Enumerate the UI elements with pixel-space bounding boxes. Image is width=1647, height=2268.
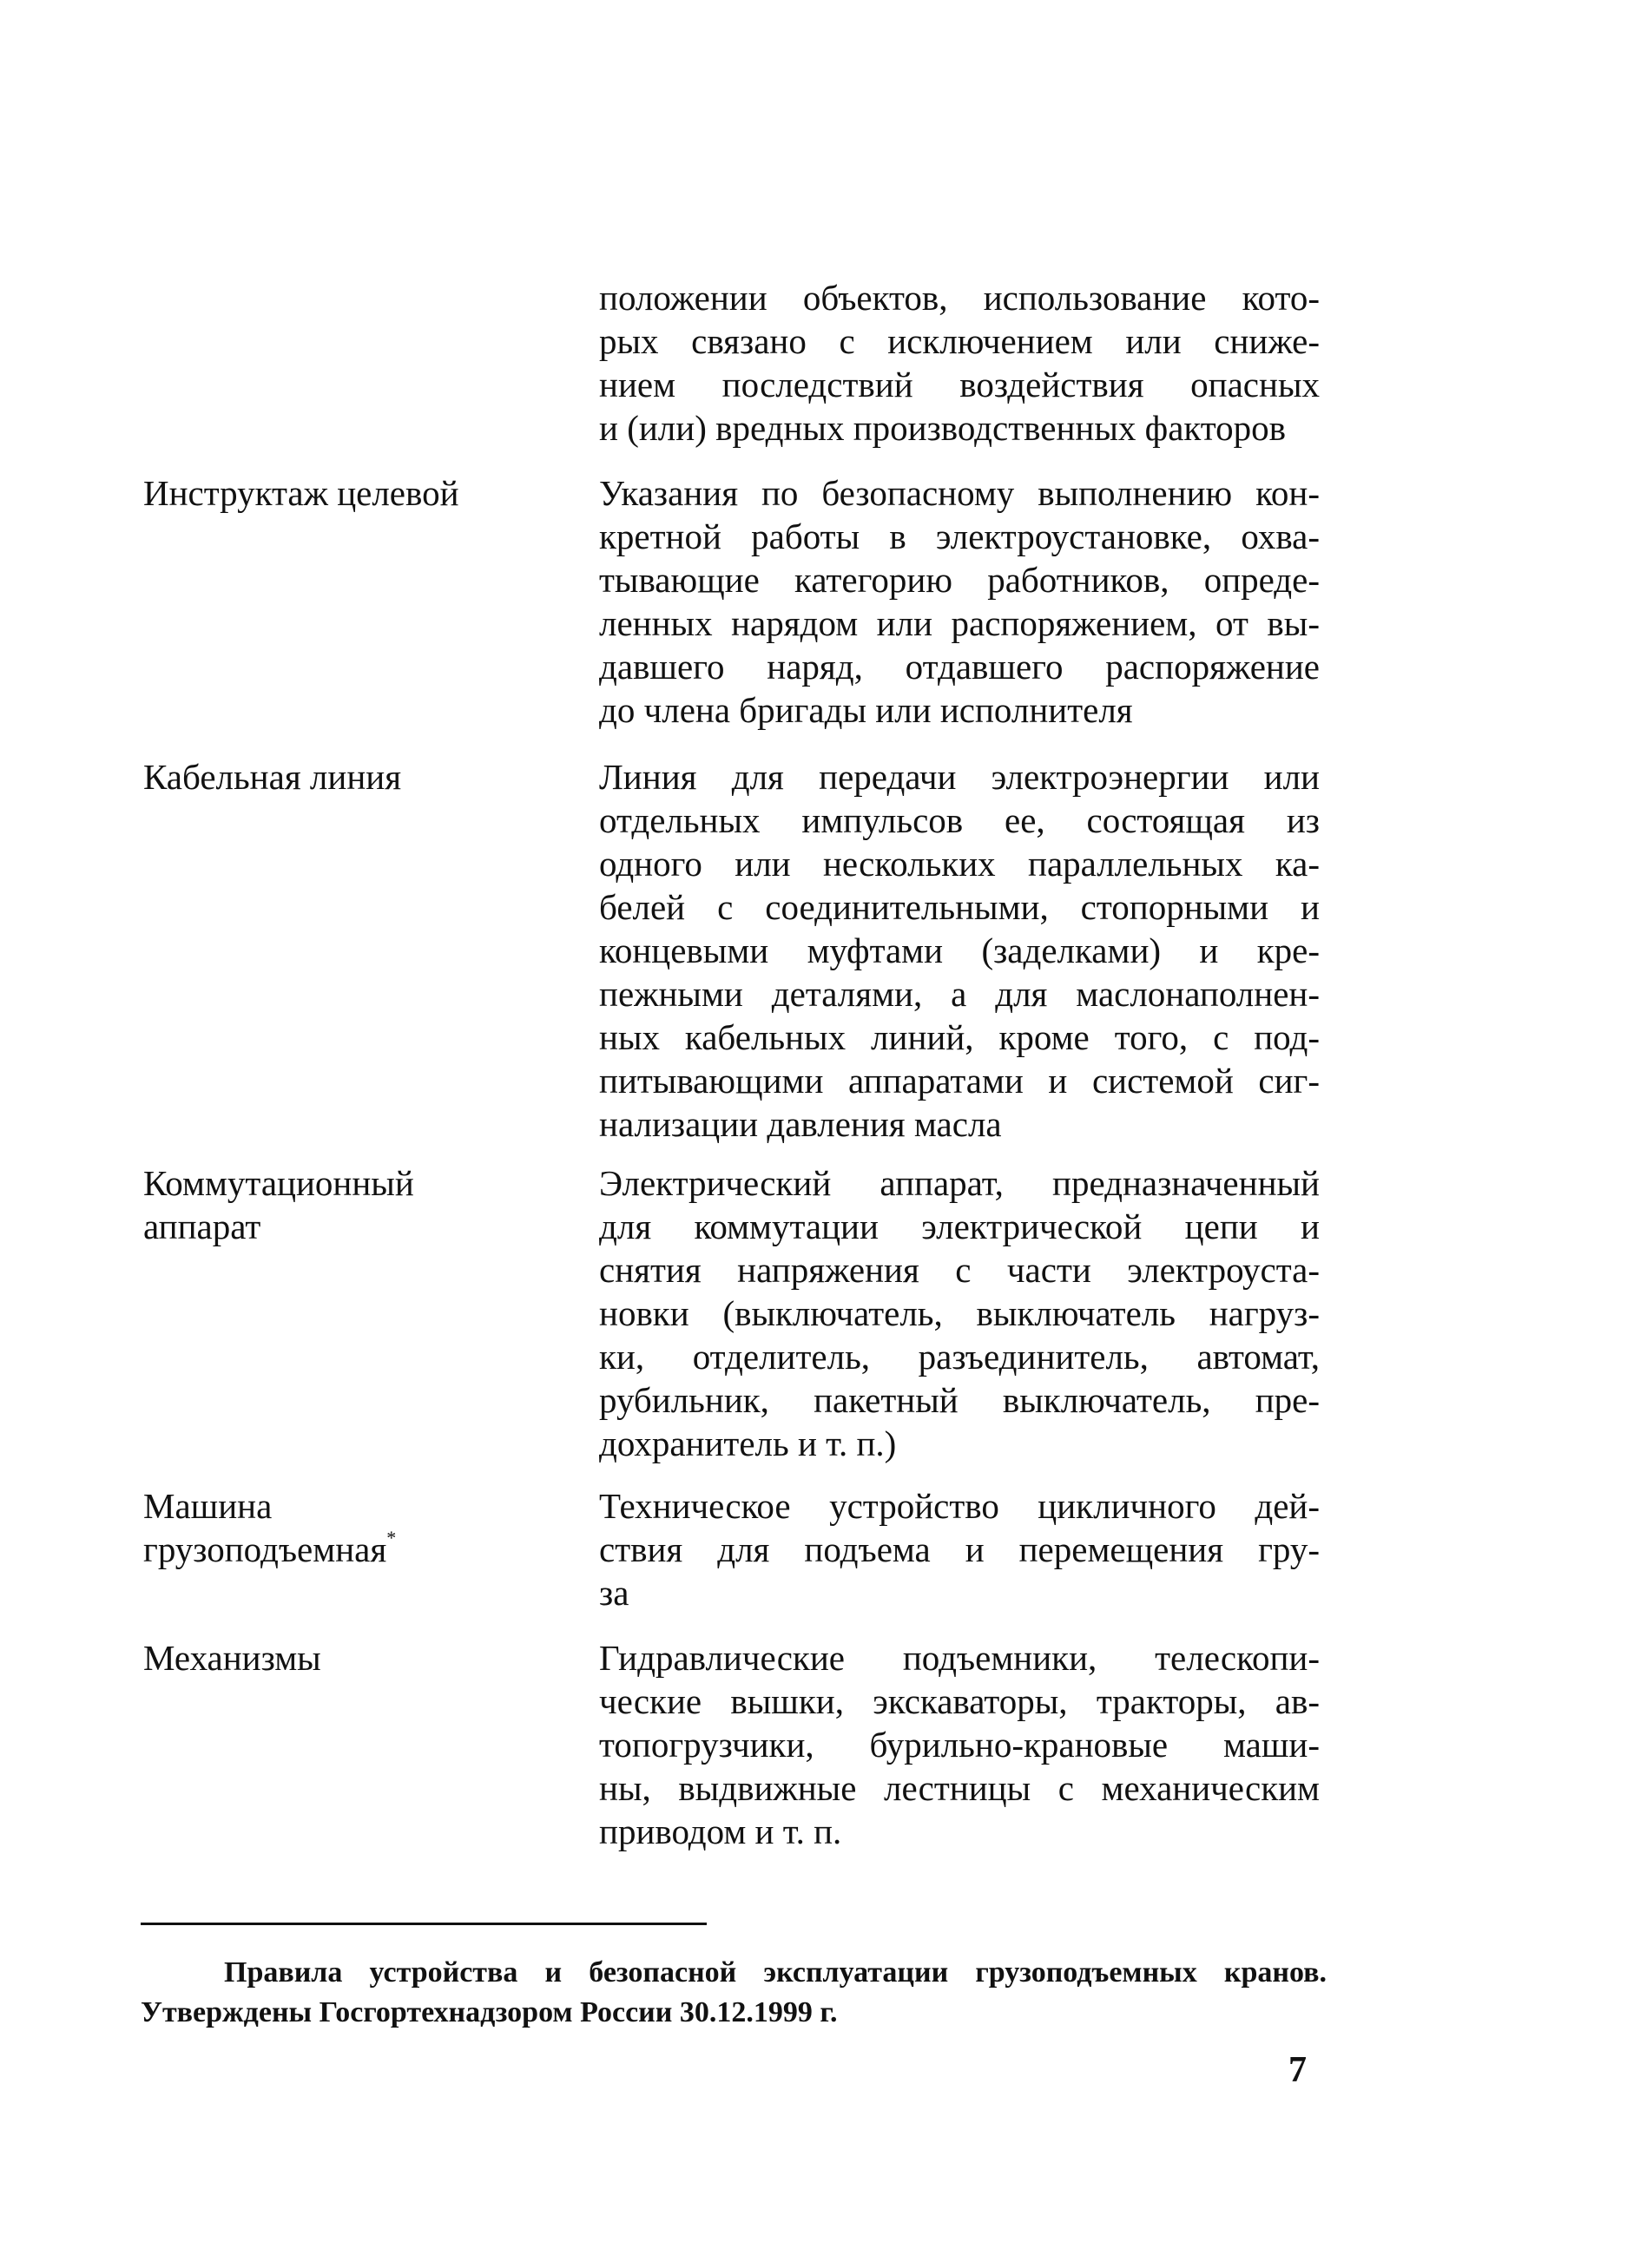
term-line: аппарат xyxy=(143,1206,261,1246)
definition-line: отдельных импульсов ее, состоящая из xyxy=(599,800,1320,840)
term-line: Инструктаж целевой xyxy=(143,473,459,513)
footnote-line: Утверждены Госгортехнадзором России 30.12.1999 г. xyxy=(141,1996,838,2028)
definition-line: ны, выдвижные лестницы с механическим xyxy=(599,1768,1320,1808)
term-mashina-gruzopodemnaya xyxy=(143,1484,396,1571)
definition-line: дохранитель и т. п.) xyxy=(599,1423,897,1463)
definition-line: ствия для подъема и перемещения гру- xyxy=(599,1529,1320,1569)
term-line xyxy=(143,1528,396,1571)
definition-line: ных кабельных линий, кроме того, с под- xyxy=(599,1017,1320,1057)
definition-line: одного или нескольких параллельных ка- xyxy=(599,844,1320,884)
term-line: Коммутационный xyxy=(143,1163,414,1203)
definition-line: рых связано с исключением или сниже- xyxy=(599,321,1320,361)
definition-line: приводом и т. п. xyxy=(599,1811,842,1851)
definition-line: топогрузчики, бурильно-крановые маши- xyxy=(599,1725,1320,1765)
definition-line: ческие вышки, экскаваторы, тракторы, ав- xyxy=(599,1681,1320,1721)
definition-line: и (или) вредных производственных факторов xyxy=(599,408,1287,448)
term-text: грузоподъемная xyxy=(143,1529,387,1569)
definition-line: до члена бригады или исполнителя xyxy=(599,690,1133,730)
footnote-marker: * xyxy=(386,1527,397,1548)
definition-line: ленных нарядом или распоряжением, от вы- xyxy=(599,603,1320,643)
definition-continuation xyxy=(599,276,1320,450)
definition-line: новки (выключатель, выключатель нагруз- xyxy=(599,1293,1320,1333)
footnote xyxy=(141,1953,1327,2033)
footnote-line: Правила устройства и безопасной эксплуатации грузоподъемных кранов. xyxy=(224,1956,1327,1989)
term-line: Кабельная линия xyxy=(143,757,402,797)
definition-line: кретной работы в электроустановке, охва- xyxy=(599,516,1320,556)
definition-line: пежными деталями, а для маслонаполнен- xyxy=(599,974,1320,1014)
definition-line: Гидравлические подъемники, телескопи- xyxy=(599,1638,1320,1678)
definition-line: давшего наряд, отдавшего распоряжение xyxy=(599,647,1320,687)
definition-line: концевыми муфтами (заделками) и кре- xyxy=(599,930,1320,970)
definition-line: рубильник, пакетный выключатель, пре- xyxy=(599,1380,1320,1420)
definition-line: тывающие категорию работников, опреде- xyxy=(599,560,1320,600)
definition-mashina-gruzopodemnaya xyxy=(599,1484,1320,1614)
definition-instruktazh xyxy=(599,471,1320,732)
term-line: Механизмы xyxy=(143,1638,321,1678)
definition-mekhanizmy xyxy=(599,1636,1320,1853)
definition-kabelnaya-liniya xyxy=(599,755,1320,1146)
definition-line: питывающими аппаратами и системой сиг- xyxy=(599,1061,1320,1101)
footnote-divider xyxy=(141,1923,707,1925)
definition-line: белей с соединительными, стопорными и xyxy=(599,887,1320,927)
term-instruktazh xyxy=(143,471,459,515)
term-line: Машина xyxy=(143,1486,273,1526)
definition-line: Электрический аппарат, предназначенный xyxy=(599,1163,1320,1203)
term-kabelnaya-liniya xyxy=(143,755,401,799)
term-mekhanizmy xyxy=(143,1636,321,1680)
definition-line: положении объектов, использование кото- xyxy=(599,278,1320,318)
definition-line: снятия напряжения с части электроуста- xyxy=(599,1250,1320,1290)
definition-line: ки, отделитель, разъединитель, автомат, xyxy=(599,1337,1320,1377)
page-number: 7 xyxy=(1288,2050,1307,2090)
term-kommutatsionnyy-apparat xyxy=(143,1161,414,1248)
definition-line: нием последствий воздействия опасных xyxy=(599,365,1320,404)
definition-line: Техническое устройство цикличного дей- xyxy=(599,1486,1320,1526)
definition-line: для коммутации электрической цепи и xyxy=(599,1206,1320,1246)
definition-line: Указания по безопасному выполнению кон- xyxy=(599,473,1320,513)
definition-line: Линия для передачи электроэнергии или xyxy=(599,757,1320,797)
definition-line: за xyxy=(599,1573,629,1613)
definition-kommutatsionnyy-apparat xyxy=(599,1161,1320,1465)
definition-line: нализации давления масла xyxy=(599,1104,1002,1144)
